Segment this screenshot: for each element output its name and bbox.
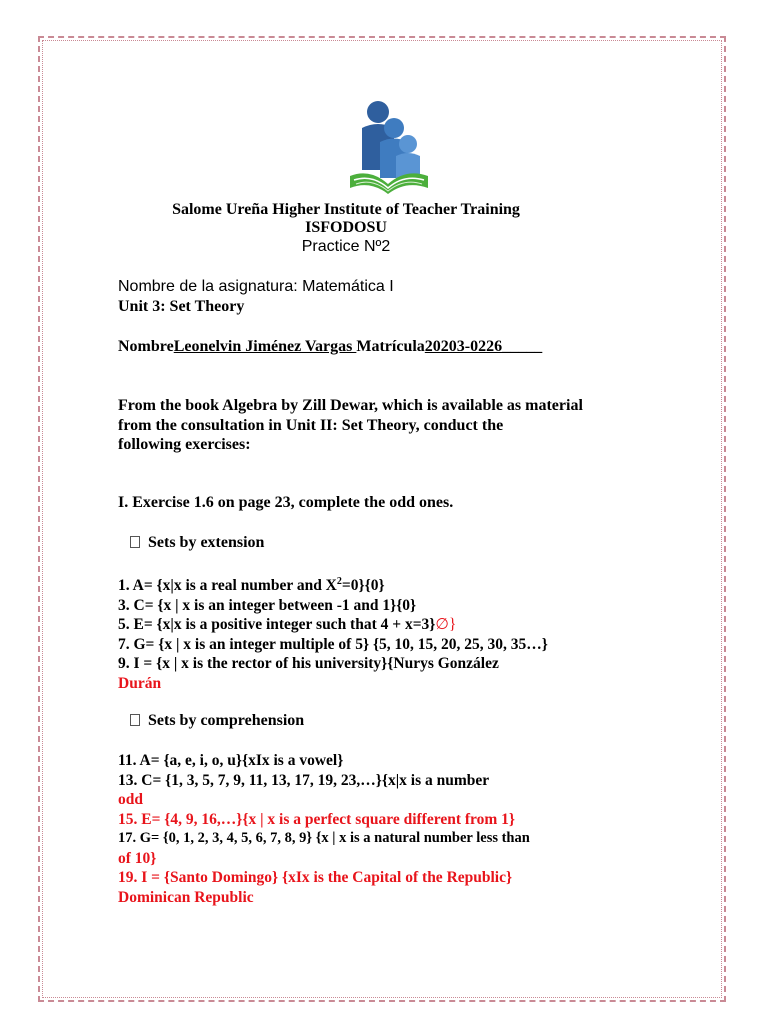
intro-line: from the consultation in Unit II: Set Theory, conduct the (118, 416, 504, 434)
comprehension-list (118, 751, 530, 907)
student-line (118, 338, 542, 356)
list-item-answer: Dominican Republic (118, 888, 254, 906)
list-item: 3. C= {x | x is an integer between -1 and 1}{0} (118, 596, 417, 614)
extension-list (118, 572, 548, 693)
list-item-answer: odd (118, 791, 143, 808)
id-trailing-blank: _____ (502, 338, 543, 355)
list-item: 1. A= {x|x is a real number and $X^2=0\}\{0\}$ (118, 576, 385, 595)
list-item: 13. C= {1, 3, 5, 7, 9, 11, 13, 17, 19, 23,…}{x|x is a number (118, 771, 490, 789)
id-label: Matrícula (356, 338, 425, 355)
checkbox-glyph-icon (130, 714, 140, 726)
list-item: 7. G= {x | x is an integer multiple of 5} {5, 10, 15, 20, 25, 30, 35…} (118, 635, 548, 653)
institute-logo-icon (340, 98, 436, 198)
section-comprehension-heading (130, 712, 304, 730)
practice-number: Practice Nº2 (301, 238, 391, 255)
list-item: 5. E= {x|x is a positive integer such that 4 + x=3}∅} (118, 616, 457, 634)
institute-acronym: ISFODOSU (305, 219, 387, 236)
list-item-answer: 19. I = {Santo Domingo} {xIx is the Capital of the Republic} (118, 869, 513, 886)
list-item-answer: Durán (118, 674, 162, 692)
checkbox-glyph-icon (130, 536, 140, 548)
exercise-title: I. Exercise 1.6 on page 23, complete the odd ones. (118, 494, 454, 511)
list-item-answer: 15. E= {4, 9, 16,…}{x | x is a perfect square different from 1} (118, 810, 516, 828)
name-label: Nombre (118, 338, 174, 355)
list-item: 17. G= {0, 1, 2, 3, 4, 5, 6, 7, 8, 9} {x | x is a natural number less than (118, 830, 530, 846)
student-id: 20203-0226 (424, 338, 503, 355)
intro-paragraph (118, 396, 583, 455)
intro-line: From the book Algebra by Zill Dewar, which is available as material (118, 397, 583, 414)
list-item: 9. I = {x | x is the rector of his university}{Nurys González (118, 655, 499, 673)
section-heading-text: Sets by comprehension (148, 712, 305, 729)
subject-name: Nombre de la asignatura: Matemática I (118, 278, 394, 295)
unit-title: Unit 3: Set Theory (118, 298, 245, 315)
list-item: 11. A= {a, e, i, o, u}{xIx is a vowel} (118, 752, 344, 769)
student-name: Leonelvin Jiménez Vargas (173, 338, 357, 355)
section-heading-text: Sets by extension (148, 534, 265, 551)
intro-line: following exercises: (118, 436, 251, 453)
section-extension-heading (130, 534, 264, 552)
list-item-answer: of 10} (118, 849, 157, 867)
institute-name: Salome Ureña Higher Institute of Teacher Training (172, 201, 520, 218)
